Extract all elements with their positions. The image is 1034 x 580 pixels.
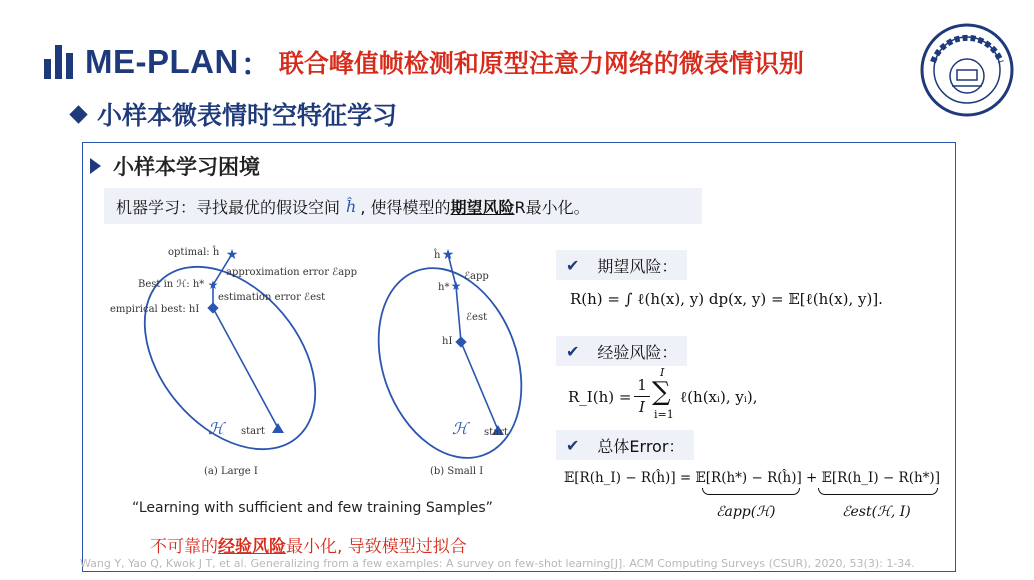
caption-small: (b) Small I: [430, 466, 484, 477]
best-star-icon: ★: [207, 278, 219, 292]
expected-risk-label: ✔ 期望风险：: [556, 250, 687, 280]
bar-chart-icon: [44, 45, 73, 79]
approx-label: ℰapp: [464, 271, 489, 282]
app-name: ME-PLAN: [85, 43, 239, 80]
approx-label: approximation error ℰapp: [226, 267, 357, 278]
app-term: ℰapp(ℋ): [716, 504, 776, 520]
warning-text: 不可靠的经验风险最小化, 导致模型过拟合: [150, 537, 467, 557]
statement-symbol: ĥ: [346, 196, 357, 216]
start-label: start: [484, 427, 508, 438]
est-label: ℰest: [466, 312, 488, 323]
check-icon: ✔: [566, 255, 580, 275]
expected-risk-formula: R(h) = ∫ ℓ(h(x), y) dp(x, y) = 𝔼[ℓ(h(x), y)].: [570, 290, 883, 308]
trajectory-line: [213, 308, 278, 428]
empirical-frac-den: I: [639, 398, 645, 416]
best-star-icon: ★: [450, 279, 462, 293]
est-brace: [818, 488, 938, 495]
quote-text: “Learning with sufficient and few training Samples”: [132, 500, 493, 516]
sum-sign: ∑: [652, 377, 671, 407]
slide-header: [44, 36, 804, 88]
panel-heading-text: 小样本学习困境: [113, 155, 260, 179]
empirical-label: empirical best: hI: [110, 304, 200, 315]
total-error-formula: 𝔼[R(h_I) − R(ĥ)] = 𝔼[R(h*) − R(ĥ)] + 𝔼[R(h_I) − R(h*)]: [564, 470, 940, 486]
hypothesis-space-diagram: [100, 238, 550, 488]
section-heading: [72, 96, 397, 132]
empirical-label: hI: [442, 336, 453, 347]
empirical-diamond-icon: [455, 336, 466, 347]
caption-large: (a) Large I: [204, 466, 258, 477]
best-label: Best in ℋ: h*: [138, 279, 205, 290]
total-error-label: ✔ 总体Error：: [556, 430, 694, 460]
optimal-star-icon: ★: [225, 247, 239, 263]
section-title: 小样本微表情时空特征学习: [97, 101, 398, 130]
statement-middle: , 使得模型的: [360, 197, 451, 217]
optimal-label: optimal: ĥ: [168, 247, 220, 258]
est-term: ℰest(ℋ, I): [842, 504, 911, 520]
optimal-star-icon: ★: [441, 247, 455, 263]
start-triangle-icon: [272, 423, 284, 433]
diagram-small-I: [354, 247, 547, 478]
app-brace: [702, 488, 800, 495]
empirical-risk-label: ✔ 经验风险：: [556, 336, 687, 366]
best-label: h*: [438, 282, 450, 293]
empirical-risk-lhs: R_I(h) =: [568, 388, 632, 406]
fraction-bar: [634, 396, 650, 397]
diagram-large-I: [110, 238, 357, 482]
space-symbol: ℋ: [208, 419, 224, 438]
university-seal-logo: [919, 22, 1015, 118]
sum-lower-limit: i=1: [654, 408, 674, 421]
estimation-label: estimation error ℰest: [218, 292, 326, 303]
panel-heading: [90, 151, 260, 181]
problem-statement: [104, 188, 702, 224]
empirical-frac-num: 1: [637, 376, 647, 394]
statement-before: 机器学习：寻找最优的假设空间: [116, 197, 341, 217]
slide-subtitle: 联合峰值帧检测和原型注意力网络的微表情识别: [278, 49, 804, 78]
statement-after: R最小化。: [514, 197, 590, 217]
trajectory-line: [461, 342, 498, 430]
optimal-label: ĥ: [434, 250, 441, 261]
diamond-bullet-icon: [69, 105, 87, 123]
start-label: start: [241, 426, 265, 437]
check-icon: ✔: [566, 435, 580, 455]
space-symbol: ℋ: [452, 419, 468, 438]
citation: Wang Y, Yao Q, Kwok J T, et al. Generalizing from a few examples: A survey on few-shot learning[J]. ACM Computing Surveys (CSUR), 2020, 53(3): 1-34.: [80, 557, 915, 570]
empirical-risk-rhs: ℓ(h(xᵢ), yᵢ),: [680, 388, 758, 406]
estimation-error-line: [456, 286, 461, 342]
check-icon: ✔: [566, 341, 580, 361]
triangle-bullet-icon: [90, 158, 101, 174]
empirical-diamond-icon: [207, 302, 218, 313]
title-separator: ：: [240, 48, 271, 83]
sum-upper-limit: I: [660, 366, 665, 379]
statement-bold: 期望风险: [450, 197, 515, 217]
